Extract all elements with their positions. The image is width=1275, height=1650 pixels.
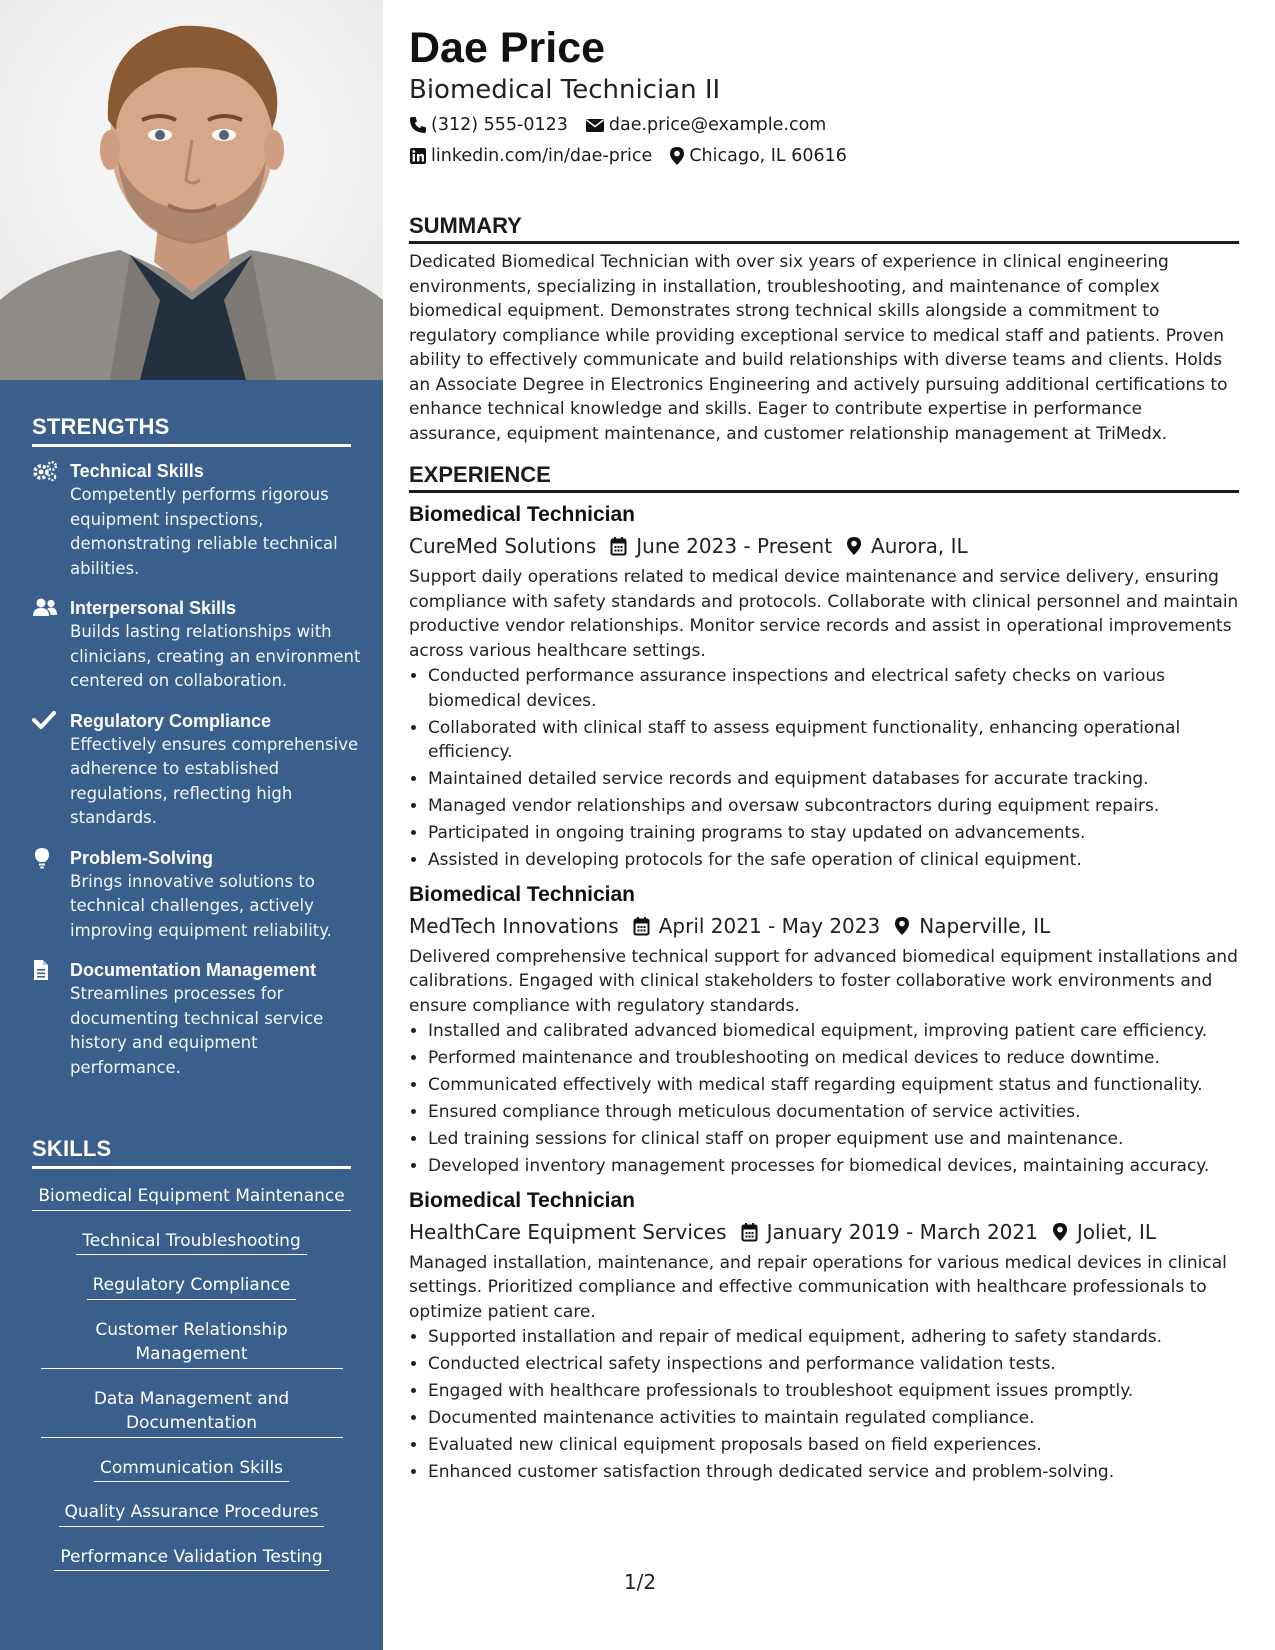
list-item: • Engaged with healthcare professionals to troubleshoot equipment issues promptly.	[428, 1379, 1239, 1404]
job-meta	[409, 1219, 1239, 1245]
job-company: MedTech Innovations	[409, 913, 619, 938]
job-dates	[741, 1219, 1038, 1245]
candidate-name: Dae Price	[409, 24, 606, 72]
linkedin-text[interactable]: linkedin.com/in/dae-price	[431, 146, 653, 166]
skills-heading: SKILLS	[32, 1136, 351, 1169]
list-item: • Ensured compliance through meticulous documentation of service activities.	[428, 1100, 1239, 1125]
candidate-role: Biomedical Technician II	[409, 75, 721, 105]
job-meta	[409, 533, 1239, 559]
strength-title: Documentation Management	[70, 960, 317, 980]
strength-item	[32, 709, 362, 831]
main-content	[409, 22, 1239, 1487]
job-summary: Support daily operations related to medical device maintenance and service delivery, ensuring compliance with safety standards and protocols. Collaborate with clinical personnel and maintain productive vendor relationships. Monitor service records and assist in operational improvements across various healthcare settings.	[409, 567, 1239, 661]
skill-tag: Communication Skills	[94, 1456, 289, 1483]
list-item: • Participated in ongoing training programs to stay updated on advancements.	[428, 821, 1239, 846]
job-entry	[409, 881, 1239, 1179]
strength-description: Builds lasting relationships with clinicians, creating an environment centered on collaboration.	[70, 622, 361, 690]
contact-email	[585, 114, 826, 136]
job-title: Biomedical Technician	[409, 882, 636, 906]
job-entry	[409, 1187, 1239, 1485]
skill-tag: Data Management and Documentation	[41, 1387, 343, 1438]
job-summary: Managed installation, maintenance, and repair operations for various medical devices in clinical settings. Prioritized compliance and effective communication with healthcare professionals to optimize patient care.	[409, 1252, 1227, 1322]
map-pin-icon	[894, 916, 910, 936]
job-dates-text: June 2023 - Present	[636, 534, 833, 558]
list-item: • Maintained detailed service records and equipment databases for accurate tracking.	[428, 767, 1239, 792]
strength-title: Problem-Solving	[70, 847, 214, 868]
list-item: • Managed vendor relationships and oversaw subcontractors during equipment repairs.	[428, 794, 1239, 819]
job-bullets	[409, 664, 1239, 873]
strength-title: Interpersonal Skills	[70, 598, 237, 618]
job-dates	[633, 913, 881, 939]
summary-heading: SUMMARY	[409, 212, 1239, 244]
list-item: • Installed and calibrated advanced biomedical equipment, improving patient care efficiency.	[428, 1019, 1239, 1044]
job-location	[894, 913, 1050, 939]
map-pin-icon	[669, 146, 685, 166]
skill-tag: Technical Troubleshooting	[76, 1229, 307, 1256]
calendar-icon	[633, 916, 650, 936]
job-location-text: Joliet, IL	[1076, 1219, 1156, 1244]
location-text: Chicago, IL 60616	[689, 146, 847, 166]
job-location	[846, 533, 968, 559]
job-bullets	[409, 1019, 1239, 1179]
list-item: • Led training sessions for clinical staff on proper equipment use and maintenance.	[428, 1127, 1239, 1152]
list-item: • Documented maintenance activities to maintain regulated compliance.	[428, 1406, 1239, 1431]
strengths-heading: STRENGTHS	[32, 414, 351, 447]
experience-heading: EXPERIENCE	[409, 461, 1239, 493]
list-item: • Enhanced customer satisfaction through dedicated service and problem-solving.	[428, 1460, 1239, 1485]
skill-tag: Biomedical Equipment Maintenance	[32, 1184, 350, 1211]
job-location	[1052, 1219, 1156, 1245]
strength-description: Competently performs rigorous equipment inspections, demonstrating reliable technical abilities.	[70, 485, 338, 578]
list-item: • Evaluated new clinical equipment proposals based on field experiences.	[428, 1433, 1239, 1458]
contact-row	[409, 145, 1239, 167]
strength-title: Technical Skills	[70, 461, 204, 481]
job-dates	[610, 533, 832, 559]
summary-text: Dedicated Biomedical Technician with over six years of experience in clinical engineering environments, specializing in installation, troubleshooting, and maintenance of complex biomedical equipment. Demonstrates strong technical skills alongside a commitment to regulatory compliance while providing exceptional service to medical staff and patients. Proven ability to effectively communicate and build relationships with diverse teams and clients. Holds an Associate Degree in Electronics Engineering and actively pursuing additional certifications to enhance technical knowledge and skills. Eager to contribute expertise in performance assurance, equipment maintenance, and customer relationship management at TriMedx.	[409, 252, 1228, 444]
job-location-text: Naperville, IL	[919, 913, 1051, 938]
page-number: 1/2	[623, 1570, 657, 1594]
phone-icon	[409, 116, 427, 134]
strength-item	[32, 846, 362, 944]
list-item: • Conducted performance assurance inspections and electrical safety checks on various biomedical devices.	[428, 664, 1239, 713]
gears-icon	[32, 459, 70, 581]
list-item: • Developed inventory management processes for biomedical devices, maintaining accuracy.	[428, 1154, 1239, 1179]
strength-description: Brings innovative solutions to technical challenges, actively improving equipment reliability.	[70, 871, 332, 940]
document-icon	[32, 958, 70, 1080]
strength-item	[32, 958, 362, 1080]
email-text[interactable]: dae.price@example.com	[608, 115, 827, 135]
strength-title: Regulatory Compliance	[70, 710, 272, 731]
envelope-icon	[585, 117, 605, 133]
skill-tag: Customer Relationship Management	[41, 1318, 343, 1369]
job-dates-text: January 2019 - March 2021	[766, 1219, 1038, 1244]
job-meta	[409, 913, 1239, 939]
list-item: • Conducted electrical safety inspections and performance validation tests.	[428, 1352, 1239, 1377]
skills-list	[32, 1184, 351, 1589]
contact-location	[669, 145, 847, 167]
contact-phone	[409, 114, 568, 136]
job-location-text: Aurora, IL	[871, 534, 968, 558]
strength-description: Streamlines processes for documenting technical service history and equipment performance.	[70, 984, 324, 1077]
skill-tag: Performance Validation Testing	[54, 1545, 328, 1572]
strength-description: Effectively ensures comprehensive adherence to established regulations, reflecting high standards.	[70, 734, 359, 827]
list-item: • Supported installation and repair of medical equipment, adhering to safety standards.	[428, 1325, 1239, 1350]
contact-linkedin	[409, 145, 652, 167]
job-title: Biomedical Technician	[409, 503, 636, 526]
map-pin-icon	[846, 536, 862, 556]
job-company: HealthCare Equipment Services	[409, 1219, 727, 1244]
check-icon	[32, 709, 70, 831]
phone-text[interactable]: (312) 555-0123	[431, 115, 568, 135]
linkedin-icon	[409, 147, 427, 165]
list-item: • Performed maintenance and troubleshooting on medical devices to reduce downtime.	[428, 1046, 1239, 1071]
users-icon	[32, 596, 70, 694]
lightbulb-icon	[32, 846, 70, 944]
job-summary: Delivered comprehensive technical support for advanced biomedical equipment installations and calibrations. Engaged with clinical stakeholders to foster collaborative work environments and ensure compliance with regulatory standards.	[409, 946, 1238, 1016]
job-company: CureMed Solutions	[409, 534, 597, 558]
sidebar	[0, 0, 383, 1650]
strength-item	[32, 596, 362, 694]
job-bullets	[409, 1325, 1239, 1485]
calendar-icon	[741, 1222, 758, 1242]
map-pin-icon	[1052, 1222, 1068, 1242]
skill-tag: Quality Assurance Procedures	[59, 1500, 325, 1527]
strength-item	[32, 459, 362, 581]
skill-tag: Regulatory Compliance	[87, 1273, 297, 1300]
list-item: • Assisted in developing protocols for the safe operation of clinical equipment.	[428, 848, 1239, 873]
list-item: • Collaborated with clinical staff to assess equipment functionality, enhancing operational efficiency.	[428, 716, 1239, 765]
list-item: • Communicated effectively with medical staff regarding equipment status and functionality.	[428, 1073, 1239, 1098]
contact-row	[409, 114, 1239, 136]
calendar-icon	[610, 536, 627, 556]
strengths-list	[32, 459, 362, 1095]
job-title: Biomedical Technician	[409, 1188, 636, 1212]
job-entry	[409, 501, 1239, 873]
job-dates-text: April 2021 - May 2023	[658, 913, 881, 938]
profile-photo	[0, 0, 383, 380]
